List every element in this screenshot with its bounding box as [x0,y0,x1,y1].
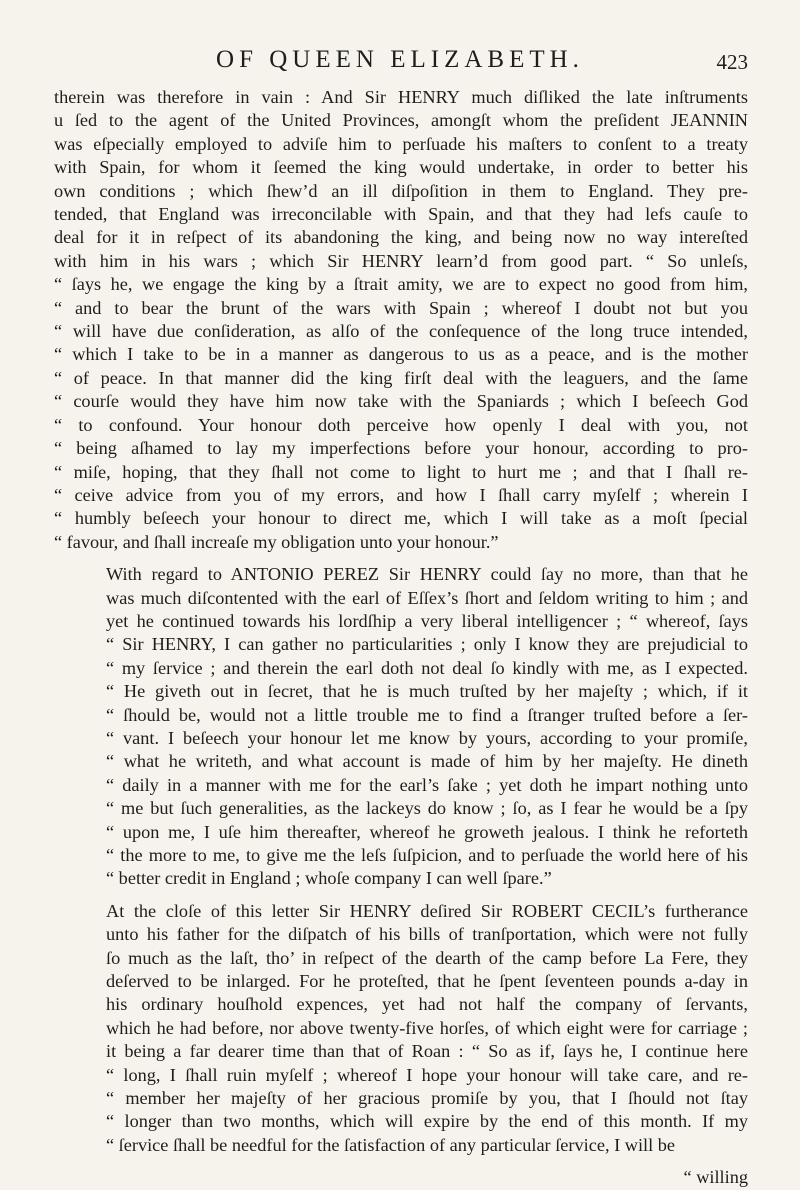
text-line: “ which I take to be in a manner as dangerous to us as a peace, and is the mother [54,344,748,365]
text-line: with Spain, for whom it ſeemed the king would undertake, in order to better his [54,157,748,178]
text-line: yet he continued towards his lordſhip a very liberal intelligencer ; “ whereof, ſays [106,610,748,631]
text-line: deſerved to be inlarged. For he proteſted, that he ſpent ſeventeen pounds a-day in [106,971,748,992]
text-line: “ being aſhamed to lay my imperfections before your honour, according to pro- [54,438,748,459]
paragraph [54,563,748,891]
text-line: “ miſe, hoping, that they ſhall not come to light to hurt me ; and that I ſhall re- [54,461,748,482]
paragraph [54,900,748,1157]
text-line: which he had before, nor above twenty-five horſes, of which eight were for carriage ; [106,1017,748,1038]
text-line: At the cloſe of this letter Sir HENRY deſired Sir ROBERT CECIL’s furtherance [106,900,748,921]
text-line: “ humbly beſeech your honour to direct me, which I will take as a moſt ſpecial [54,508,748,529]
text-line: own conditions ; which ſhew’d an ill diſpoſition in them to England. They pre- [54,180,748,201]
text-line: “ ſays he, we engage the king by a ſtrait amity, we are to expect no good from him, [54,274,748,295]
text-line: “ me but ſuch generalities, as the lackeys do know ; ſo, as I fear he would be a ſpy [106,798,748,819]
text-line: “ Sir HENRY, I can gather no particularities ; only I know they are prejudicial to [106,634,748,655]
text-line: with him in his wars ; which Sir HENRY learn’d from good part. “ So unleſs, [54,250,748,271]
text-line: “ and to bear the brunt of the wars with Spain ; whereof I doubt not but you [54,297,748,318]
page-number: 423 [716,50,748,74]
text-line: “ will have due conſideration, as alſo of the conſequence of the long truce intended, [54,321,748,342]
text-line: “ member her majeſty of her gracious promiſe by you, that I ſhould not ſtay [106,1088,748,1109]
text-line: was eſpecially employed to adviſe him to perſuade his maſters to conſent to a treaty [54,133,748,154]
running-title: OF QUEEN ELIZABETH. [216,46,584,73]
body-text [54,86,748,1190]
text-line: “ longer than two months, which will expire by the end of this month. If my [106,1111,748,1132]
text-line: therein was therefore in vain : And Sir HENRY much diſliked the late inſtruments [54,87,748,107]
text-line: “ to confound. Your honour doth perceive how openly I deal with you, not [54,414,748,435]
text-line: “ favour, and ſhall increaſe my obligation unto your honour.” [54,531,499,552]
text-line: u ſed to the agent of the United Provinces, amongſt whom the preſident JEANNIN [54,110,748,131]
text-line: “ long, I ſhall ruin myſelf ; whereof I hope your honour will take care, and re- [106,1064,748,1085]
text-line: was much diſcontented with the earl of Eſſex’s ſhort and ſeldom writing to him ; and [106,587,748,608]
paragraph [54,86,748,554]
text-line: unto his father for the diſpatch of his bills of tranſportation, which were not fully [106,924,748,945]
text-line: “ vant. I beſeech your honour let me know by yours, according to your promiſe, [106,727,748,748]
text-line: “ He giveth out in ſecret, that he is much truſted by her majeſty ; which, if it [106,681,748,702]
text-line: tended, that England was irreconcilable with Spain, and that they had lefs cauſe to [54,204,748,225]
running-head [0,46,800,76]
text-line: “ upon me, I uſe him thereafter, whereof he groweth jealous. I think he reforteth [106,821,748,842]
text-line: it being a far dearer time than that of Roan : “ So as if, ſays he, I continue here [106,1041,748,1062]
text-line: his ordinary houſhold expences, yet had not half the company of ſervants, [106,994,748,1015]
text-line: “ my ſervice ; and therein the earl doth not deal ſo kindly with me, as I expected. [106,657,748,678]
text-line: “ ceive advice from you of my errors, and how I ſhall carry myſelf ; wherein I [54,484,748,505]
text-line: “ ſervice ſhall be needful for the ſatisfaction of any particular ſervice, I will be [106,1134,676,1155]
text-line: ſo much as the laſt, tho’ in reſpect of the dearth of the camp before La Fere, they [106,947,748,968]
text-line: With regard to ANTONIO PEREZ Sir HENRY could ſay no more, than that he [106,564,748,585]
text-line: “ courſe would they have him now take with the Spaniards ; which I beſeech God [54,391,748,412]
text-line: “ of peace. In that manner did the king firſt deal with the leaguers, and the ſame [54,367,748,388]
text-line: “ the more to me, to give me the leſs ſuſpicion, and to perſuade the world here of his [106,845,748,865]
text-line: deal for it in reſpect of its abandoning the king, and being now no way intereſted [54,227,748,248]
text-line: “ better credit in England ; whoſe company I can well ſpare.” [106,868,552,889]
text-line: “ daily in a manner with me for the earl’s ſake ; yet doth he impart nothing unto [106,774,748,795]
text-line: “ what he writeth, and what account is made of him by her majeſty. He dineth [106,751,748,772]
catchword: “ willing [683,1167,748,1188]
text-line: “ ſhould be, would not a little trouble me to find a ſtranger truſted before a ſer- [106,704,748,725]
